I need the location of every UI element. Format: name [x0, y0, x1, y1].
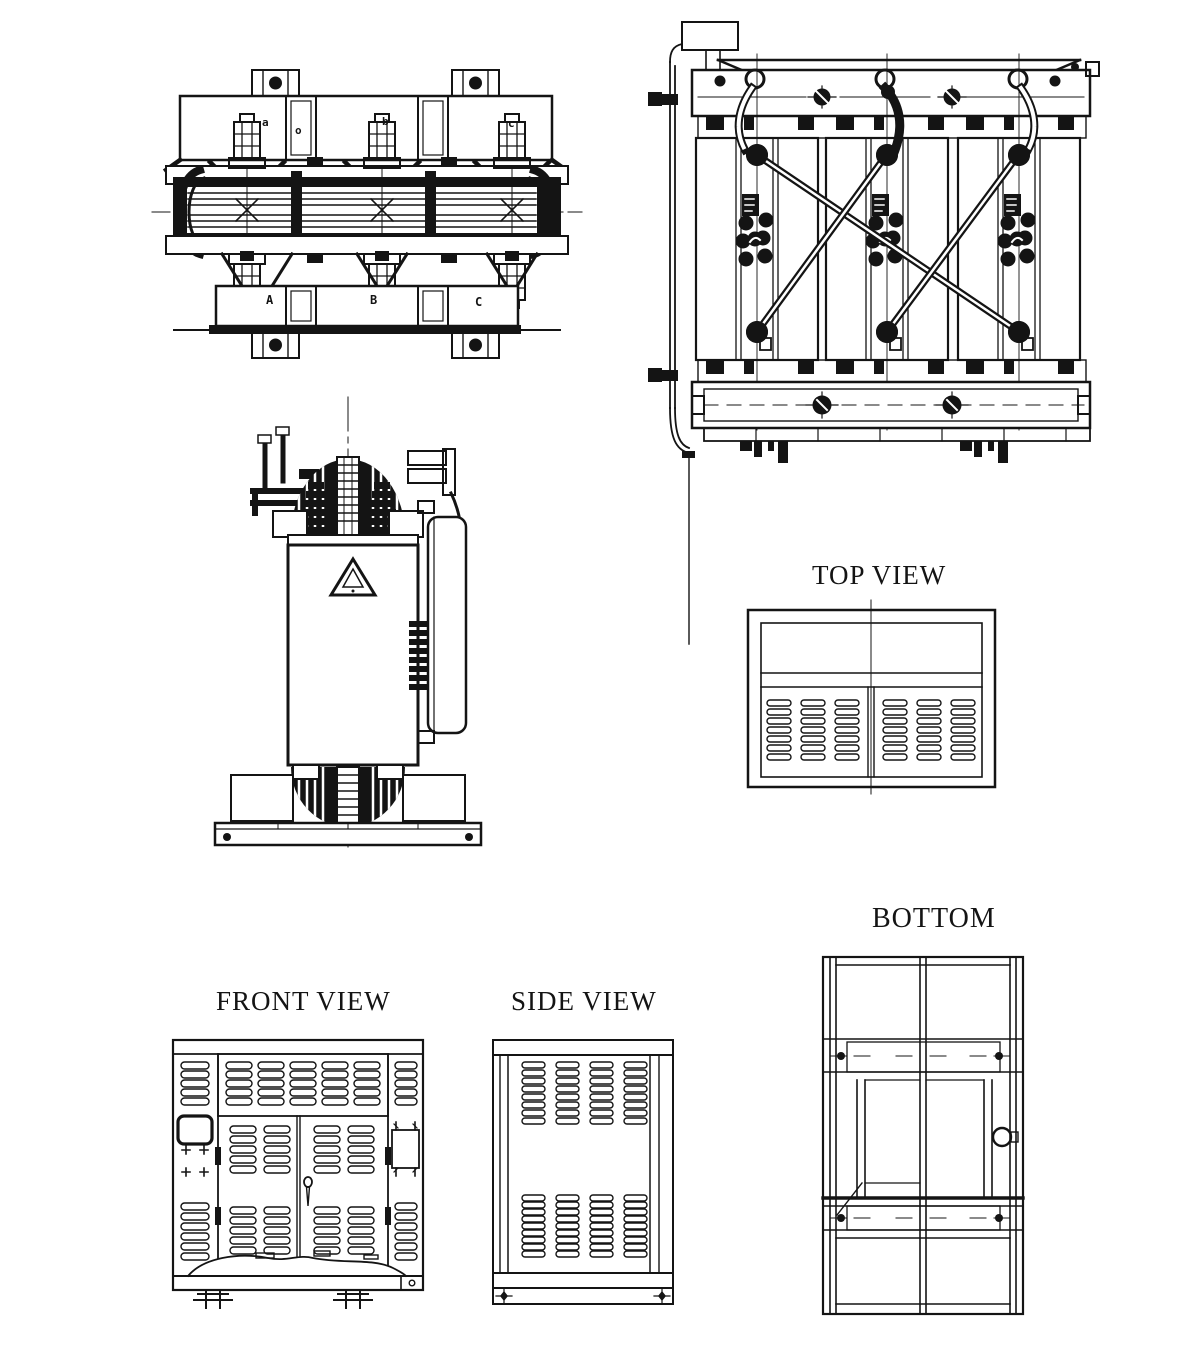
top-core-stack — [273, 453, 423, 537]
louver-group — [767, 700, 859, 760]
core-coil-front-drawing — [648, 8, 1108, 648]
top-view-caption: TOP VIEW — [812, 560, 947, 590]
knob-icon — [993, 1128, 1011, 1146]
side-view-caption: SIDE VIEW — [511, 986, 657, 1016]
enclosure-top-view — [742, 566, 998, 798]
front-view-caption: FRONT VIEW — [216, 986, 391, 1016]
base-bolts — [496, 1288, 670, 1304]
door-handle-icon — [304, 1177, 312, 1206]
louver-group — [522, 1062, 647, 1124]
louver-group — [395, 1062, 417, 1105]
base-feet — [194, 1290, 372, 1308]
phase-marker-B: B — [370, 293, 378, 307]
louver-group — [181, 1062, 209, 1105]
core-coil-plan-drawing — [152, 58, 582, 358]
lifting-lug — [452, 332, 499, 358]
louver-group — [522, 1195, 647, 1257]
phase-marker-c: c — [508, 117, 515, 130]
terminal-plate — [392, 1122, 419, 1176]
louver-group — [230, 1207, 290, 1254]
louver-group — [883, 700, 975, 760]
base-channel — [215, 823, 481, 845]
lifting-lug — [252, 70, 299, 96]
bottom-clamp-frame — [692, 382, 1090, 463]
phase-marker-C: C — [475, 295, 483, 309]
phase-marker-o: o — [295, 124, 302, 137]
bottom-caption: BOTTOM — [872, 903, 996, 934]
core-coil-plan-view — [152, 58, 582, 358]
enclosure-bottom-drawing — [816, 950, 1028, 1318]
enclosure-front-view — [168, 1032, 428, 1312]
cross-beam — [823, 1198, 1023, 1230]
louver-group — [314, 1126, 374, 1173]
louver-group — [314, 1207, 374, 1254]
center-opening — [837, 1080, 1018, 1215]
enclosure-side-view — [486, 1032, 678, 1312]
core-coil-side-view — [203, 393, 498, 858]
phase-marker-b: b — [382, 115, 389, 128]
core-coil-front-view — [648, 8, 1108, 648]
core-coil-side-drawing — [203, 393, 498, 858]
indicator-cross-marks — [182, 1146, 208, 1176]
bottom-core-stack — [231, 765, 465, 829]
enclosure-front-drawing — [168, 1032, 428, 1312]
louver-group — [226, 1062, 380, 1105]
phase-marker-a: a — [262, 116, 269, 129]
louver-group — [230, 1126, 290, 1173]
ground-conduit — [648, 62, 695, 644]
enclosure-top-drawing — [742, 566, 998, 798]
louver-group — [181, 1203, 209, 1260]
lifting-lug — [452, 70, 499, 96]
enclosure-side-drawing — [486, 1032, 678, 1312]
enclosure-bottom-view — [816, 950, 1028, 1318]
phase-marker-A: A — [266, 293, 274, 307]
cross-beam — [823, 1039, 1023, 1072]
louver-group — [395, 1203, 417, 1260]
lifting-lug — [252, 332, 299, 358]
display-window — [178, 1116, 212, 1144]
base-feet — [740, 441, 1008, 463]
